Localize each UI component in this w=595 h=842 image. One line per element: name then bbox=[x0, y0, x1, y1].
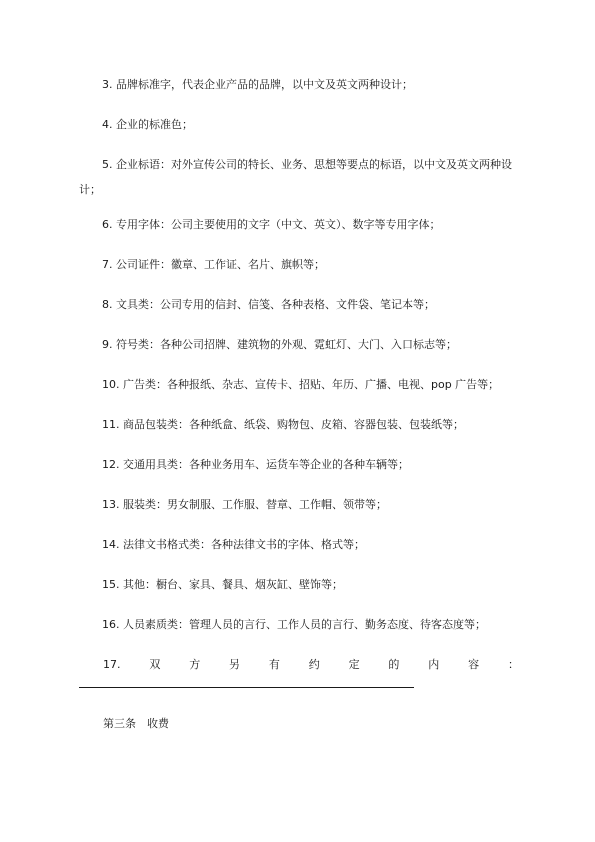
list-item-9: 9. 符号类：各种公司招牌、建筑物的外观、霓虹灯、大门、入口标志等； bbox=[102, 338, 457, 351]
list-item-11: 11. 商品包装类：各种纸盒、纸袋、购物包、皮箱、容器包装、包装纸等； bbox=[102, 418, 464, 431]
list-item-6: 6. 专用字体：公司主要使用的文字（中文、英文）、数字等专用字体； bbox=[102, 218, 441, 231]
list-item-4: 4. 企业的标准色； bbox=[102, 118, 193, 131]
fill-in-blank-line bbox=[79, 687, 414, 688]
list-item-3: 3. 品牌标准字，代表企业产品的品牌，以中文及英文两种设计； bbox=[102, 78, 413, 91]
list-item-12: 12. 交通用具类：各种业务用车、运货车等企业的各种车辆等； bbox=[102, 458, 409, 471]
list-item-10: 10. 广告类：各种报纸、杂志、宣传卡、招贴、年历、广播、电视、pop 广告等； bbox=[102, 378, 500, 391]
list-item-17-char: 定 bbox=[348, 658, 360, 671]
list-item-7: 7. 公司证件：徽章、工作证、名片、旗帜等； bbox=[102, 258, 325, 271]
list-item-14: 14. 法律文书格式类：各种法律文书的字体、格式等； bbox=[102, 538, 365, 551]
list-item-17-char: 17. bbox=[103, 658, 121, 671]
list-item-17-char: 方 bbox=[189, 658, 201, 671]
list-item-16: 16. 人员素质类：管理人员的言行、工作人员的言行、勤务态度、待客态度等； bbox=[102, 618, 486, 631]
list-item-17 bbox=[103, 655, 519, 675]
list-item-17-char: 双 bbox=[149, 658, 161, 671]
list-item-13: 13. 服装类：男女制服、工作服、替章、工作帽、领带等； bbox=[102, 498, 387, 511]
list-item-17-char: 的 bbox=[388, 658, 400, 671]
list-item-5: 5. 企业标语：对外宣传公司的特长、业务、思想等要点的标语，以中文及英文两种设计； bbox=[79, 158, 512, 196]
list-item-17-char: 约 bbox=[308, 658, 320, 671]
list-item-17-char: ： bbox=[507, 658, 519, 671]
list-item-17-char: 另 bbox=[229, 658, 241, 671]
section-heading: 第三条 收费 bbox=[103, 717, 169, 730]
list-item-17-char: 有 bbox=[268, 658, 280, 671]
list-item-15: 15. 其他：橱台、家具、餐具、烟灰缸、壁饰等； bbox=[102, 578, 343, 591]
list-item-17-char: 内 bbox=[428, 658, 440, 671]
list-item-17-char: 容 bbox=[468, 658, 480, 671]
list-item-8: 8. 文具类：公司专用的信封、信笺、各种表格、文件袋、笔记本等； bbox=[102, 298, 435, 311]
